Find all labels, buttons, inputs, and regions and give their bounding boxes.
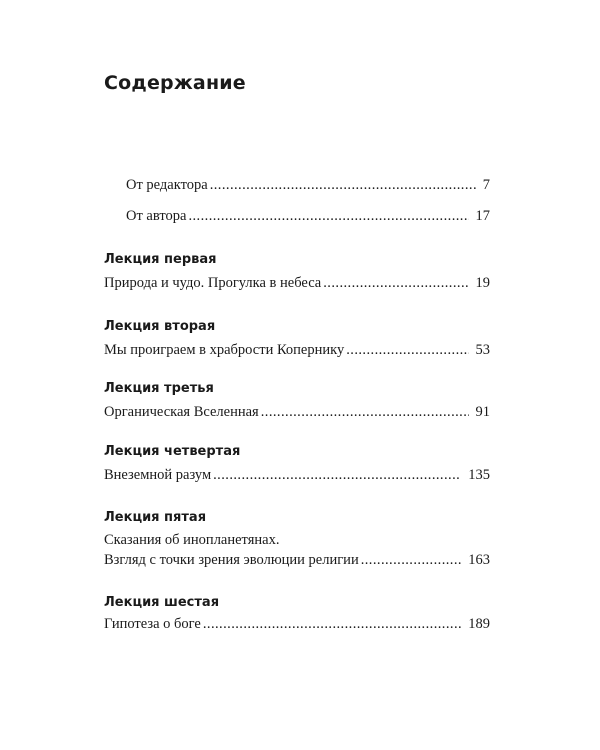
- toc-entry-lecture-1[interactable]: [104, 275, 490, 292]
- toc-entry-page: 53: [475, 342, 490, 358]
- toc-entry-lecture-3[interactable]: [104, 404, 490, 421]
- toc-entry-lecture-5-line-1: Сказания об инопланетянах.: [104, 532, 280, 548]
- dot-leader: [323, 275, 468, 292]
- toc-entry-page: 135: [468, 467, 490, 483]
- toc-entry-label: От автора: [126, 208, 187, 224]
- toc-entry-lecture-4[interactable]: [104, 467, 490, 484]
- dot-leader: [361, 552, 462, 569]
- toc-entry-label: Взгляд с точки зрения эволюции религии: [104, 552, 359, 568]
- toc-entry-page: 189: [468, 616, 490, 632]
- toc-entry-label: Природа и чудо. Прогулка в небеса: [104, 275, 322, 291]
- lecture-heading-1: Лекция первая: [104, 252, 217, 267]
- dot-leader: [210, 177, 476, 194]
- dot-leader: [188, 208, 468, 225]
- toc-entry-author-foreword[interactable]: [126, 208, 490, 225]
- dot-leader: [261, 404, 469, 421]
- toc-entry-page: 163: [468, 552, 490, 568]
- toc-entry-lecture-2[interactable]: [104, 342, 490, 359]
- page-title: Содержание: [104, 72, 246, 94]
- toc-entry-label: Мы проиграем в храбрости Копернику: [104, 342, 345, 358]
- toc-entry-page: 19: [475, 275, 490, 291]
- toc-entry-editor-foreword[interactable]: [126, 177, 490, 194]
- toc-entry-label: Органическая Вселенная: [104, 404, 259, 420]
- toc-entry-lecture-6[interactable]: [104, 616, 490, 633]
- lecture-heading-5: Лекция пятая: [104, 510, 207, 525]
- toc-entry-page: 7: [482, 177, 490, 193]
- lecture-heading-6: Лекция шестая: [104, 595, 220, 610]
- dot-leader: [213, 467, 461, 484]
- lecture-heading-3: Лекция третья: [104, 381, 214, 396]
- toc-entry-label: Внеземной разум: [104, 467, 212, 483]
- toc-entry-lecture-5[interactable]: [104, 552, 490, 569]
- toc-entry-label: От редактора: [126, 177, 208, 193]
- toc-entry-page: 91: [475, 404, 490, 420]
- lecture-heading-4: Лекция четвертая: [104, 444, 241, 459]
- toc-entry-page: 17: [475, 208, 490, 224]
- dot-leader: [203, 616, 461, 633]
- dot-leader: [346, 342, 468, 359]
- lecture-heading-2: Лекция вторая: [104, 319, 216, 334]
- toc-entry-label: Гипотеза о боге: [104, 616, 201, 632]
